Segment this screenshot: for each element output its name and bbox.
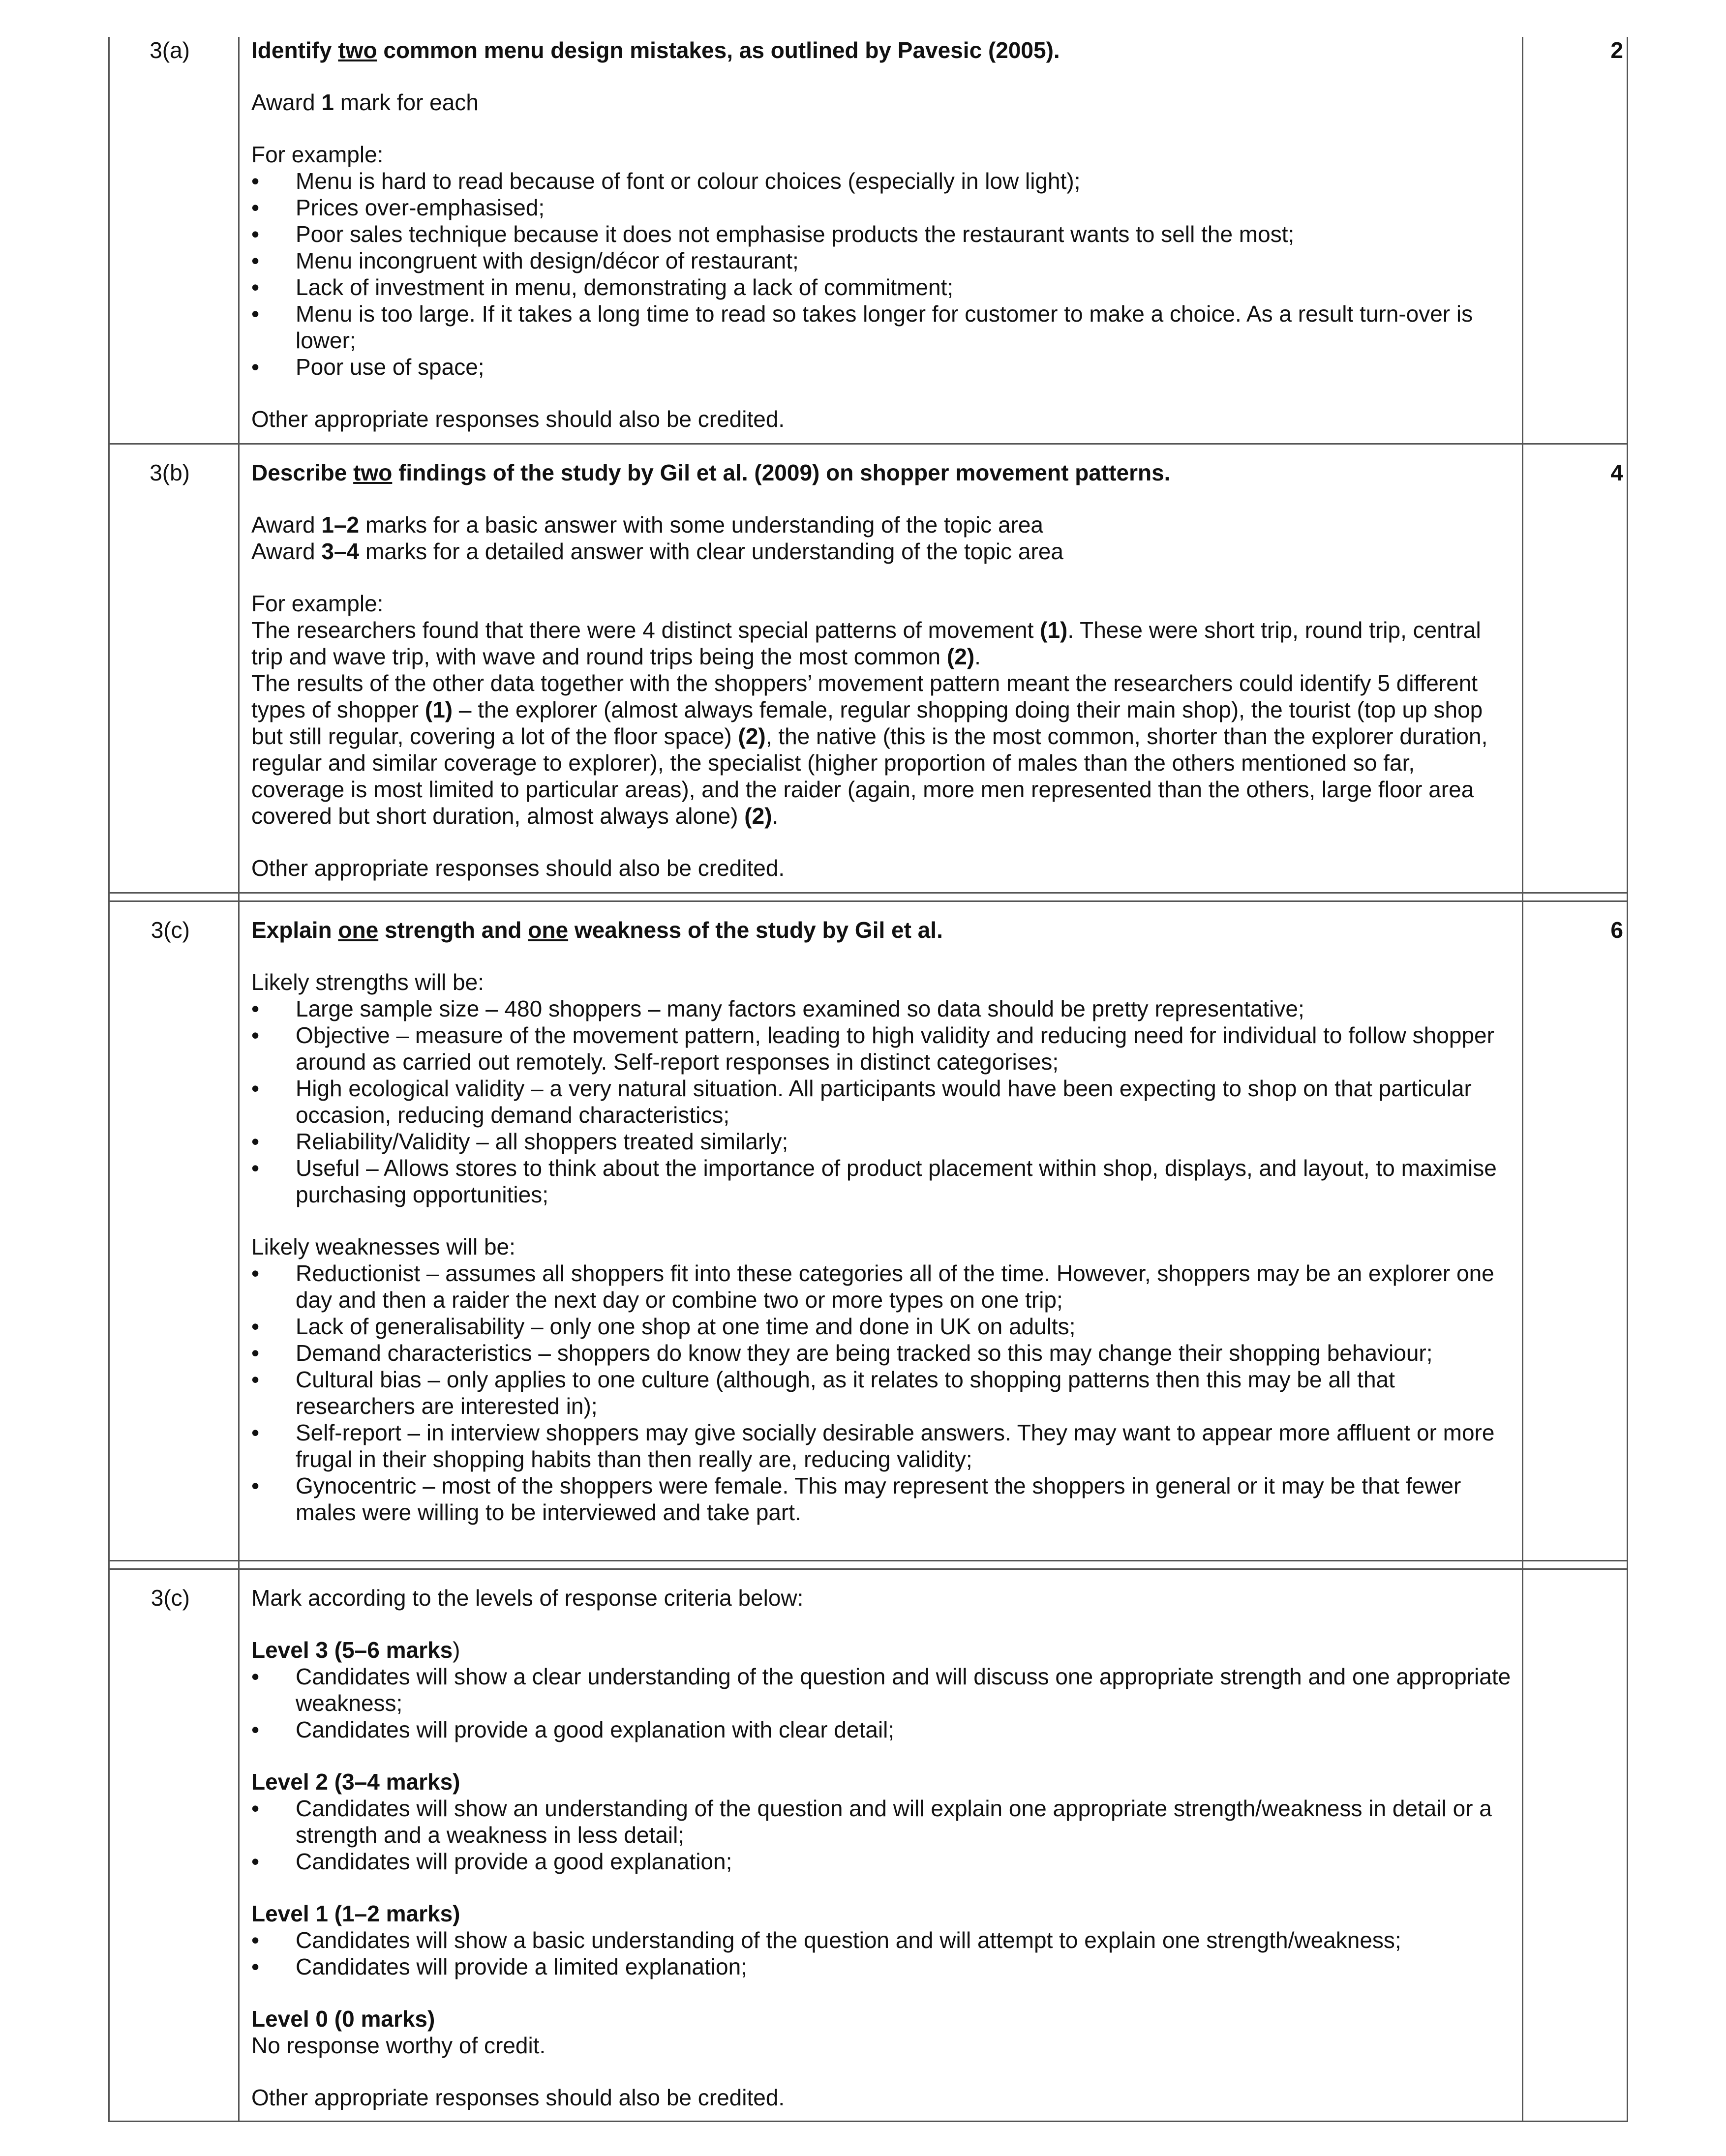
question-content: [239, 37, 1523, 444]
list-item: • Candidates will provide a limited explanation;: [251, 1953, 1513, 1980]
other-responses-note: Other appropriate responses should also be credited.: [251, 2085, 785, 2110]
list-item: • Candidates will show a clear understanding of the question and will discuss one appropriate strength and one appropriate weakness;: [251, 1663, 1513, 1716]
list-item: • Menu is too large. If it takes a long time to read so takes longer for customer to make a choice. As a result turn-over is lower;: [251, 300, 1513, 354]
question-number: 3(b): [150, 460, 190, 485]
list-item: • Poor use of space;: [251, 354, 1513, 380]
table-border-right: [1627, 37, 1628, 2122]
question-prompt: Explain one strength and one weakness of the study by Gil et al.: [251, 917, 943, 943]
table-divider-question: [238, 37, 240, 2122]
list-item: • Poor sales technique because it does not emphasise products the restaurant wants to sell the most;: [251, 221, 1513, 247]
question-number: 3(c): [151, 917, 190, 943]
list-item: • High ecological validity – a very natural situation. All participants would have been expecting to shop on that particular occasion, reducing demand characteristics;: [251, 1075, 1513, 1128]
strengths-heading: Likely strengths will be:: [251, 969, 484, 995]
list-item: • Reductionist – assumes all shoppers fit into these categories all of the time. However, shoppers may be an explorer one day and then a raider the next day or combine two or more types on one trip;: [251, 1260, 1513, 1313]
award-guidance: Award 1 mark for each: [251, 90, 479, 115]
list-item: • Gynocentric – most of the shoppers were female. This may represent the shoppers in general or it may be that fewer males were willing to be interviewed and take part.: [251, 1472, 1513, 1526]
list-item: • Reliability/Validity – all shoppers treated similarly;: [251, 1128, 1513, 1155]
question-content: [239, 459, 1523, 893]
table-row: [108, 459, 1628, 893]
levels-intro: Mark according to the levels of response criteria below:: [251, 1585, 804, 1611]
level-2-list: [251, 1795, 1513, 1875]
question-content: [239, 917, 1523, 1561]
level-0-text: No response worthy of credit.: [251, 2033, 546, 2058]
strengths-list: [251, 995, 1513, 1208]
question-prompt: Identify two common menu design mistakes, as outlined by Pavesic (2005).: [251, 37, 1060, 63]
table-row: [108, 37, 1628, 444]
list-item: • Objective – measure of the movement pattern, leading to high validity and reducing need for individual to follow shopper around as carried out remotely. Self-report responses in distinct categorises;: [251, 1022, 1513, 1075]
mark-scheme-table: [108, 37, 1628, 2122]
example-paragraph: The results of the other data together with the shoppers’ movement pattern meant the researchers could identify 5 different types of shopper (1) – the explorer (almost always female, regular shopping doing their main shop), the tourist (top up shop but still regular, covering a lot of the floor space) (2), the native (this is the most common, shorter than the explorer duration, regular and similar coverage to explorer), the specialist (higher proportion of males than the others mentioned so far, coverage is most limited to particular areas), and the raider (again, more men represented than the others, large floor area covered but short duration, almost always alone) (2).: [251, 670, 1488, 829]
award-guidance: Award 1–2 marks for a basic answer with some understanding of the topic area: [251, 512, 1044, 538]
example-list: [251, 168, 1513, 380]
example-paragraph: The researchers found that there were 4 distinct special patterns of movement (1). These were short trip, round trip, central trip and wave trip, with wave and round trips being the most common (2).: [251, 617, 1481, 669]
list-item: • Candidates will show a basic understanding of the question and will attempt to explain one strength/weakness;: [251, 1927, 1513, 1953]
list-item: • Menu incongruent with design/décor of restaurant;: [251, 247, 1513, 274]
question-prompt: Describe two findings of the study by Gil et al. (2009) on shopper movement patterns.: [251, 460, 1171, 485]
question-number: 3(c): [151, 1585, 190, 1611]
list-item: • Demand characteristics – shoppers do know they are being tracked so this may change their shopping behaviour;: [251, 1340, 1513, 1366]
list-item: • Menu is hard to read because of font or colour choices (especially in low light);: [251, 168, 1513, 194]
list-item: • Cultural bias – only applies to one culture (although, as it relates to shopping patterns then this may be all that researchers are interested in);: [251, 1366, 1513, 1419]
table-divider-marks: [1522, 37, 1523, 2122]
list-item: • Candidates will provide a good explanation with clear detail;: [251, 1716, 1513, 1743]
weaknesses-list: [251, 1260, 1513, 1526]
list-item: • Prices over-emphasised;: [251, 194, 1513, 221]
table-border-left: [108, 37, 110, 2122]
question-number: 3(a): [150, 37, 190, 63]
other-responses-note: Other appropriate responses should also be credited.: [251, 855, 785, 881]
list-item: • Lack of generalisability – only one shop at one time and done in UK on adults;: [251, 1313, 1513, 1340]
level-1-heading: Level 1 (1–2 marks): [251, 1901, 460, 1926]
list-item: • Lack of investment in menu, demonstrating a lack of commitment;: [251, 274, 1513, 300]
weaknesses-heading: Likely weaknesses will be:: [251, 1234, 515, 1259]
level-0-heading: Level 0 (0 marks): [251, 2006, 435, 2032]
list-item: • Candidates will provide a good explanation;: [251, 1848, 1513, 1875]
level-2-heading: Level 2 (3–4 marks): [251, 1769, 460, 1795]
marks-value: 2: [1610, 37, 1623, 63]
marks-value: [1523, 1585, 1628, 2122]
level-3-list: [251, 1663, 1513, 1743]
marks-value: 6: [1610, 917, 1623, 943]
list-item: • Useful – Allows stores to think about the importance of product placement within shop, displays, and layout, to maximise purchasing opportunities;: [251, 1155, 1513, 1208]
level-3-heading: Level 3 (5–6 marks): [251, 1637, 460, 1663]
levels-content: [239, 1585, 1523, 2122]
marks-value: 4: [1610, 460, 1623, 485]
list-item: • Self-report – in interview shoppers may give socially desirable answers. They may want to appear more affluent or more frugal in their shopping habits than then really are, reducing validity;: [251, 1419, 1513, 1472]
list-item: • Large sample size – 480 shoppers – many factors examined so data should be pretty representative;: [251, 995, 1513, 1022]
award-guidance: Award 3–4 marks for a detailed answer with clear understanding of the topic area: [251, 539, 1063, 564]
example-heading: For example:: [251, 591, 384, 616]
other-responses-note: Other appropriate responses should also be credited.: [251, 406, 785, 432]
table-row: [108, 1585, 1628, 2122]
list-item: • Candidates will show an understanding of the question and will explain one appropriate strength/weakness in detail or a strength and a weakness in less detail;: [251, 1795, 1513, 1848]
level-1-list: [251, 1927, 1513, 1980]
example-heading: For example:: [251, 142, 384, 167]
table-row: [108, 917, 1628, 1561]
